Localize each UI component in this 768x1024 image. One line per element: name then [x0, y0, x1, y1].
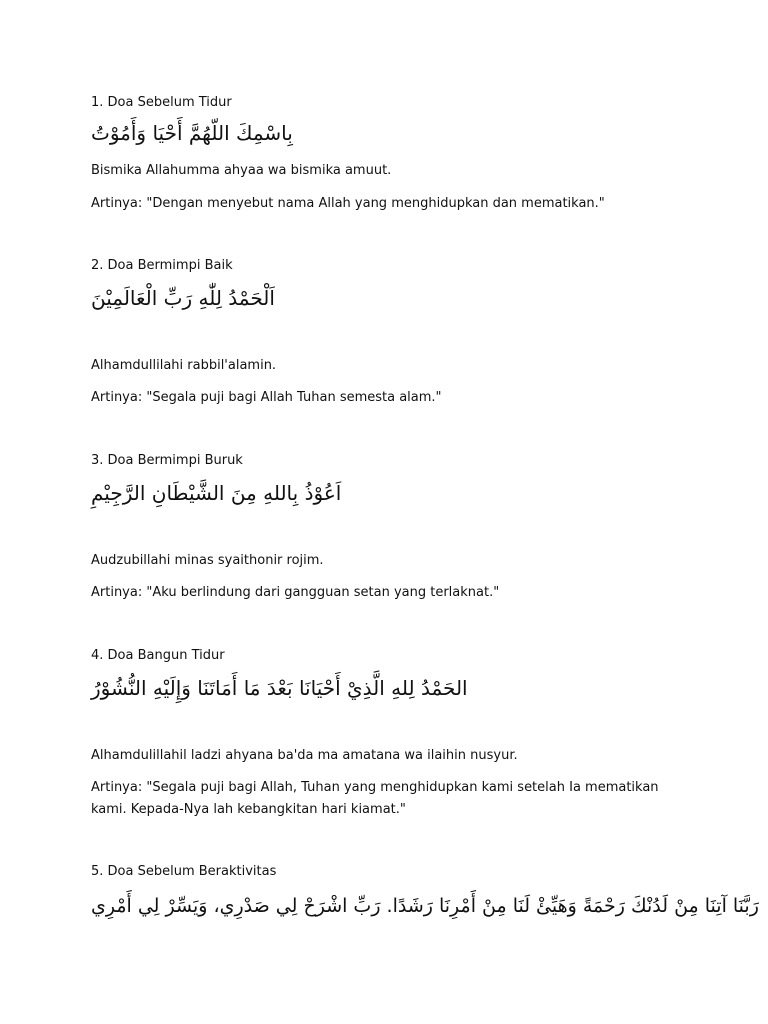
section-2-meaning: Artinya: "Segala puji bagi Allah Tuhan semesta alam.": [91, 390, 442, 405]
section-2-arabic: اَلْحَمْدُ لِلّٰهِ رَبِّ الْعَالَمِيْنَ: [91, 286, 275, 310]
section-5-arabic: رَبَّنَا آتِنَا مِنْ لَدُنْكَ رَحْمَةً وَهَيِّئْ لَنَا مِنْ أَمْرِنَا رَشَدًا. رَبِّ اشْرَحْ لِي صَدْرِي، وَيَسِّرْ لِي أَمْرِي: [91, 895, 759, 917]
section-3-meaning: Artinya: "Aku berlindung dari gangguan setan yang terlaknat.": [91, 585, 500, 600]
section-1-meaning: Artinya: "Dengan menyebut nama Allah yang menghidupkan dan mematikan.": [91, 196, 605, 211]
section-1-latin: Bismika Allahumma ahyaa wa bismika amuut.: [91, 163, 392, 178]
section-4-heading: 4. Doa Bangun Tidur: [91, 648, 225, 663]
section-1-arabic: بِاسْمِكَ اللّهُمَّ أَحْيَا وَأَمُوْتُ: [91, 121, 293, 145]
section-2-latin: Alhamdullilahi rabbil'alamin.: [91, 358, 277, 373]
section-5-heading: 5. Doa Sebelum Beraktivitas: [91, 864, 277, 879]
section-4-arabic: الحَمْدُ لِلهِ الَّذِيْ أَحْيَانَا بَعْدَ مَا أَمَاتَنَا وَإِلَيْهِ النُّشُوْرُ: [91, 676, 468, 700]
section-3-latin: Audzubillahi minas syaithonir rojim.: [91, 553, 324, 568]
section-3-heading: 3. Doa Bermimpi Buruk: [91, 453, 243, 468]
section-3-arabic: اَعُوْذُ بِاللهِ مِنَ الشَّيْطَانِ الرَّجِيْمِ: [91, 481, 342, 505]
section-2-heading: 2. Doa Bermimpi Baik: [91, 258, 233, 273]
section-4-latin: Alhamdulillahil ladzi ahyana ba'da ma amatana wa ilaihin nusyur.: [91, 748, 518, 763]
section-1-heading: 1. Doa Sebelum Tidur: [91, 95, 232, 110]
section-4-meaning: Artinya: "Segala puji bagi Allah, Tuhan yang menghidupkan kami setelah Ia mematikan kami. Kepada-Nya lah kebangkitan hari kiamat.": [91, 780, 659, 817]
